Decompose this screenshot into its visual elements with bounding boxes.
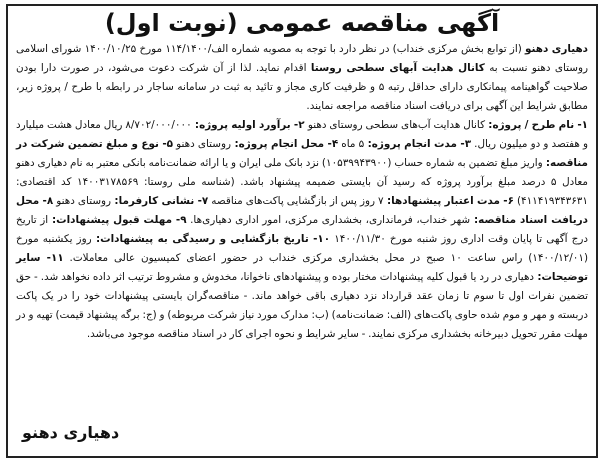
notice-body	[8, 40, 596, 344]
item-11-label: ۱۱- سایر توضیحات:	[16, 252, 589, 283]
item-2-value: ۸/۷۰۲/۰۰۰/۰۰۰ ریال معادل هشت میلیارد و هفتصد و دو میلیون ریال.	[16, 119, 588, 150]
intro-text-a: (از توابع بخش مرکزی خنداب) در نظر دارد با توجه به مصوبه شماره الف/۱۱۴/۱۴۰۰ مورخ ۱۴۰۰/۱۰/۲۵ شورای اسلامی روستای دهنو نسبت به	[16, 43, 589, 74]
item-9-label: ۹- مهلت قبول پیشنهادات:	[48, 214, 187, 226]
item-1-value: کانال هدایت آب‌های سطحی روستای دهنو	[307, 119, 486, 131]
item-9-value: از تاریخ درج آگهی تا پایان وقت اداری روز شنبه مورخ ۱۴۰۰/۱۱/۳۰	[16, 214, 588, 245]
item-7-value: روستای دهنو	[53, 195, 112, 207]
item-6-value: ۷ روز پس از بازگشایی پاکت‌های مناقصه	[208, 195, 384, 207]
item-11-value: دهیاری در رد یا قبول کلیه پیشنهادات مختار بوده و پیشنهادهای ناخوانا، مخدوش و مشروط ترتیب اثر داده نخواهد شد. - حق تضمین نفرات اول تا سوم تا زمان عقد قرارداد نزد دهیاری باقی خواهد ماند. - مناقصه‌گران بایستی پیشنهادات خود را در یک پاکت دربسته و مهر و موم شده حاوی پاکت‌های (الف: ضمانت‌نامه) (ب: مدارک مورد نیاز شرکت مربوطه) و (ج: برگه پیشنهاد قیمت) تهیه و در مهلت مقرر تحویل دبیرخانه بخشداری مرکزی نمایند. - سایر شرایط و نحوه اجرای کار در اسناد مناقصه موجود می‌باشد.	[16, 271, 588, 340]
item-8-label: ۸- محل دریافت اسناد مناقصه:	[16, 195, 588, 226]
item-8-value: شهر خنداب، فرمانداری، بخشداری مرکزی، امور اداری دهیاری‌ها.	[186, 214, 471, 226]
org-name: دهیاری دهنو	[524, 43, 588, 55]
item-10-label: ۱۰- تاریخ بازگشایی و رسیدگی به پیشنهادات:	[91, 233, 331, 245]
item-3-value: ۵ ماه	[338, 138, 365, 150]
item-10-value: روز یکشنبه مورخ (۱۴۰۰/۱۲/۰۱) راس ساعت ۱۰ صبح در محل بخشداری مرکزی خنداب در حضور اعضای کمیسیون عالی معاملات.	[16, 233, 588, 264]
item-5-label: ۵- نوع و مبلغ تضمین شرکت در مناقصه:	[16, 138, 588, 169]
notice-title: آگهی مناقصه عمومی (نوبت اول)	[104, 9, 500, 37]
signature: دهیاری دهنو	[22, 423, 120, 442]
item-6-label: ۶- مدت اعتبار پیشنهادها:	[383, 195, 514, 207]
item-7-label: ۷- نشانی کارفرما:	[111, 195, 209, 207]
item-5-value: واریز مبلغ تضمین به شماره حساب (۱۰۵۳۹۹۴۳۹۰۰) نزد بانک ملی ایران و یا ارائه ضمانت‌نامه بانکی معتبر به نام دهیاری دهنو معادل ۵ درصد مبلغ برآورد پروژه که رسید آن بایستی ضمیمه پیشنهاد باشد. (شناسه ملی روستا: ۱۴۰۰۳۱۷۸۵۶۹ کد اقتصادی: ۴۱۱۴۱۹۳۴۳۶۳۱)	[16, 157, 588, 207]
item-2-label: ۲- برآورد اولیه پروژه:	[191, 119, 308, 131]
item-1-label: ۱- نام طرح / پروژه:	[485, 119, 589, 131]
item-3-label: ۳- مدت انجام پروژه:	[364, 138, 472, 150]
intro-text-b: اقدام نماید. لذا از آن شرکت دعوت می‌شود، در صورت دارا بودن صلاحیت گواهینامه پیمانکاری دارای حداقل رتبه ۵ و ظرفیت کاری مجاز و تائید به ثبت در سامانه ساجار در رابطه با طرح / پروژه زیر، مطابق شرایط این آگهی برای دریافت اسناد مناقصه مراجعه نمایند.	[16, 62, 588, 112]
tender-notice	[6, 4, 598, 458]
item-4-label: ۴- محل انجام پروژه:	[231, 138, 339, 150]
project-name-bold: کانال هدایت آبهای سطحی روستا	[310, 62, 485, 74]
item-4-value: روستای دهنو	[172, 138, 232, 150]
